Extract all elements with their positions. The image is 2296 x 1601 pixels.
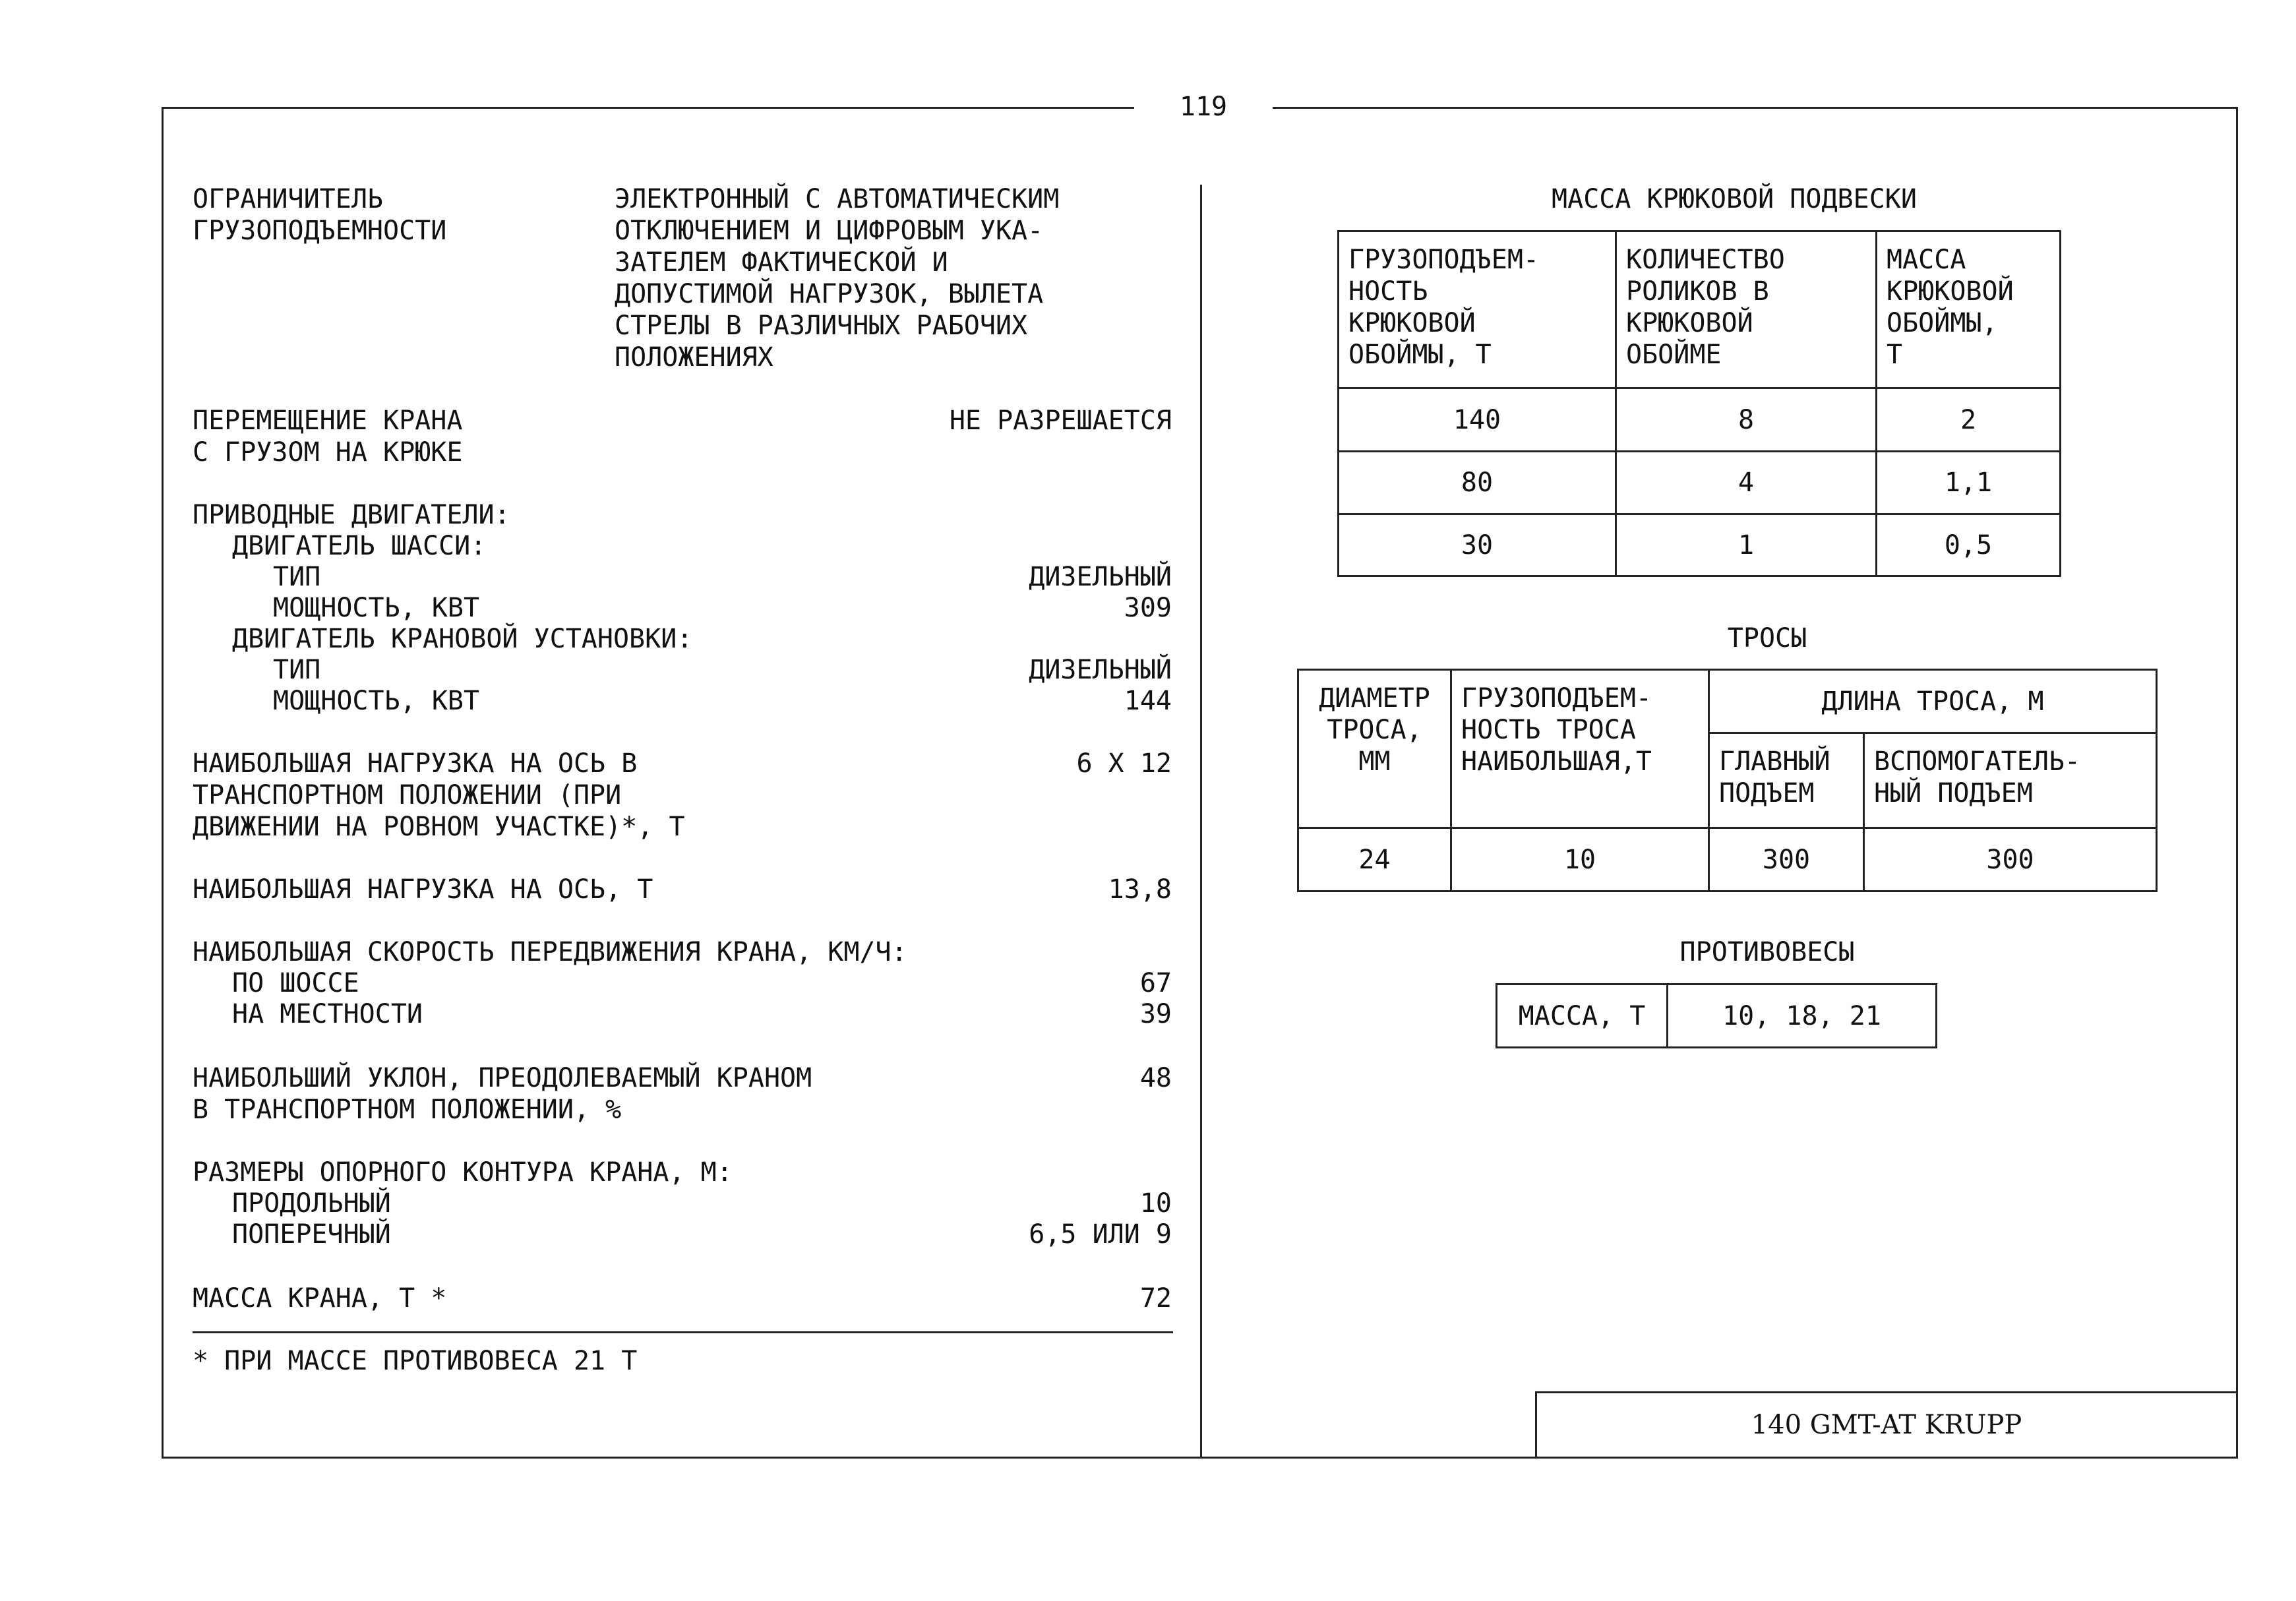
- table-cell: 30: [1339, 514, 1616, 576]
- table-cell: 10: [1451, 828, 1709, 891]
- table-row: [1339, 452, 2061, 514]
- hook-table: [1337, 230, 2061, 577]
- counterweight-table: [1495, 983, 1937, 1048]
- frame-right: [2236, 107, 2238, 1459]
- rope-header-aux: ВСПОМОГАТЕЛЬ- НЫЙ ПОДЪЕМ: [1864, 733, 2157, 828]
- crane-type-value: ДИЗЕЛЬНЫЙ: [1029, 655, 1172, 685]
- movement-value: НЕ РАЗРЕШАЕТСЯ: [949, 406, 1172, 436]
- axle-max-value: 13,8: [1108, 874, 1172, 905]
- limiter-label: ОГРАНИЧИТЕЛЬ ГРУЗОПОДЪЕМНОСТИ: [193, 184, 447, 246]
- hook-table-header-row: [1339, 231, 2061, 388]
- rope-table-title: ТРОСЫ: [1727, 623, 1807, 653]
- engines-title: ПРИВОДНЫЕ ДВИГАТЕЛИ:: [193, 500, 510, 530]
- table-cell: 300: [1864, 828, 2157, 891]
- table-cell: 80: [1339, 452, 1616, 514]
- hook-header-rollers: КОЛИЧЕСТВО РОЛИКОВ В КРЮКОВОЙ ОБОЙМЕ: [1616, 231, 1877, 388]
- outrigger-long-value: 10: [1139, 1188, 1172, 1219]
- axle-max-label: НАИБОЛЬШАЯ НАГРУЗКА НА ОСЬ, Т: [193, 874, 653, 905]
- footnote: * ПРИ МАССЕ ПРОТИВОВЕСА 21 Т: [193, 1346, 638, 1376]
- slope-value: 48: [1139, 1063, 1172, 1093]
- rope-header-capacity: ГРУЗОПОДЪЕМ- НОСТЬ ТРОСА НАИБОЛЬШАЯ,Т: [1451, 670, 1709, 828]
- footnote-rule: [193, 1331, 1173, 1333]
- outrigger-long-label: ПРОДОЛЬНЫЙ: [232, 1188, 391, 1219]
- table-cell: 4: [1616, 452, 1877, 514]
- rope-table: [1297, 669, 2158, 892]
- table-row: [1298, 828, 2157, 891]
- hook-table-title: МАССА КРЮКОВОЙ ПОДВЕСКИ: [1552, 184, 1917, 214]
- speed-terrain-value: 39: [1139, 999, 1172, 1029]
- speed-terrain-label: НА МЕСТНОСТИ: [232, 999, 423, 1029]
- title-block: [1535, 1391, 2238, 1459]
- rope-header-row-1: [1298, 670, 2157, 733]
- counterweight-label: МАССА, Т: [1497, 984, 1668, 1048]
- table-cell: 1,1: [1877, 452, 2061, 514]
- hook-header-capacity: ГРУЗОПОДЪЕМ- НОСТЬ КРЮКОВОЙ ОБОЙМЫ, Т: [1339, 231, 1616, 388]
- table-cell: 2: [1877, 388, 2061, 452]
- table-cell: 300: [1709, 828, 1864, 891]
- crane-power-value: 144: [1124, 686, 1172, 716]
- table-cell: 140: [1339, 388, 1616, 452]
- table-row: [1339, 388, 2061, 452]
- axle-transport-value: 6 Х 12: [1076, 748, 1172, 779]
- rope-header-length: ДЛИНА ТРОСА, М: [1709, 670, 2157, 733]
- crane-engine-title: ДВИГАТЕЛЬ КРАНОВОЙ УСТАНОВКИ:: [232, 624, 693, 654]
- chassis-type-label: ТИП: [273, 562, 321, 592]
- page-number: 119: [1179, 92, 1228, 122]
- chassis-type-value: ДИЗЕЛЬНЫЙ: [1029, 562, 1172, 592]
- crane-mass-label: МАССА КРАНА, Т *: [193, 1283, 447, 1314]
- speed-highway-value: 67: [1139, 968, 1172, 998]
- table-cell: 0,5: [1877, 514, 2061, 576]
- crane-mass-value: 72: [1139, 1283, 1172, 1314]
- counterweight-value: 10, 18, 21: [1668, 984, 1937, 1048]
- outrigger-title: РАЗМЕРЫ ОПОРНОГО КОНТУРА КРАНА, М:: [193, 1157, 733, 1188]
- axle-transport-label: НАИБОЛЬШАЯ НАГРУЗКА НА ОСЬ В ТРАНСПОРТНОМ ПОЛОЖЕНИИ (ПРИ ДВИЖЕНИИ НА РОВНОМ УЧАСТКЕ)*, Т: [193, 748, 685, 842]
- outrigger-cross-value: 6,5 ИЛИ 9: [1029, 1219, 1172, 1250]
- chassis-power-value: 309: [1124, 593, 1172, 623]
- counterweight-title: ПРОТИВОВЕСЫ: [1679, 937, 1855, 967]
- slope-label: НАИБОЛЬШИЙ УКЛОН, ПРЕОДОЛЕВАЕМЫЙ КРАНОМ В ТРАНСПОРТНОМ ПОЛОЖЕНИИ, %: [193, 1063, 812, 1125]
- speed-highway-label: ПО ШОССЕ: [232, 968, 359, 998]
- outrigger-cross-label: ПОПЕРЕЧНЫЙ: [232, 1219, 391, 1250]
- frame-top-left: [162, 107, 1134, 109]
- chassis-power-label: МОЩНОСТЬ, КВТ: [273, 593, 480, 623]
- frame-top-right: [1273, 107, 2238, 109]
- limiter-value: ЭЛЕКТРОННЫЙ С АВТОМАТИЧЕСКИМ ОТКЛЮЧЕНИЕМ И ЦИФРОВЫМ УКА- ЗАТЕЛЕМ ФАКТИЧЕСКОЙ И ДОПУСТИМОЙ НАГРУЗОК, ВЫЛЕТА СТРЕЛЫ В РАЗЛИЧНЫХ РАБОЧИХ ПОЛОЖЕНИЯХ: [615, 184, 1060, 373]
- title-block-text: 140 GMT-AT KRUPP: [1751, 1410, 2022, 1440]
- rope-header-diameter: ДИАМЕТР ТРОСА, ММ: [1298, 670, 1451, 828]
- rope-header-main: ГЛАВНЫЙ ПОДЪЕМ: [1709, 733, 1864, 828]
- table-cell: 24: [1298, 828, 1451, 891]
- table-cell: 8: [1616, 388, 1877, 452]
- crane-power-label: МОЩНОСТЬ, КВТ: [273, 686, 480, 716]
- hook-header-mass: МАССА КРЮКОВОЙ ОБОЙМЫ, Т: [1877, 231, 2061, 388]
- table-row: [1339, 514, 2061, 576]
- movement-label: ПЕРЕМЕЩЕНИЕ КРАНА С ГРУЗОМ НА КРЮКЕ: [193, 406, 463, 468]
- speed-title: НАИБОЛЬШАЯ СКОРОСТЬ ПЕРЕДВИЖЕНИЯ КРАНА, КМ/Ч:: [193, 937, 907, 967]
- crane-type-label: ТИП: [273, 655, 321, 685]
- chassis-engine-title: ДВИГАТЕЛЬ ШАССИ:: [232, 531, 487, 561]
- frame-left: [162, 107, 164, 1459]
- column-divider: [1200, 185, 1202, 1459]
- table-row: [1497, 984, 1937, 1048]
- table-cell: 1: [1616, 514, 1877, 576]
